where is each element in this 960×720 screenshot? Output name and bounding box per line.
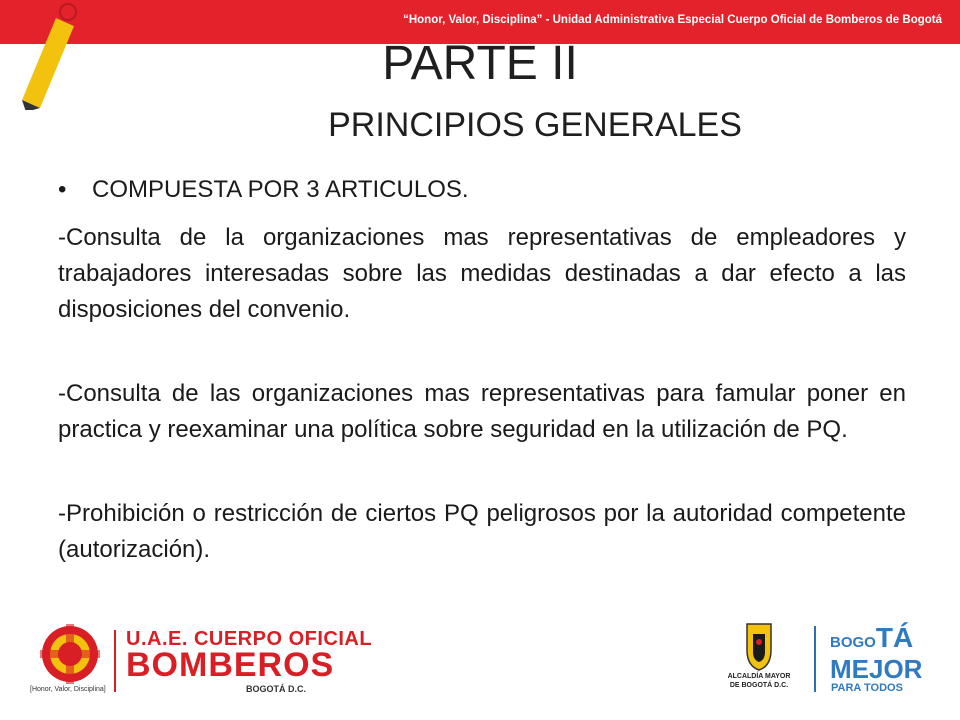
paragraph-2: -Consulta de las organizaciones mas representativas para famular poner en practica y reexaminar una política sobre seguridad en la utilización de PQ. (58, 380, 906, 443)
bogota-dc-text: BOGOTÁ D.C. (246, 684, 306, 694)
alcaldia-text (718, 672, 800, 690)
uae-text: U.A.E. CUERPO OFICIAL (126, 628, 373, 650)
banner-motto-text: “Honor, Valor, Disciplina” - Unidad Administrativa Especial Cuerpo Oficial de Bomberos de Bogotá (403, 14, 942, 26)
bullet-text: COMPUESTA POR 3 ARTICULOS. (92, 176, 469, 203)
bogota-small: BOGO (830, 634, 876, 651)
mejor-wordmark: MEJOR (830, 654, 923, 684)
bomberos-text: BOMBEROS (126, 646, 335, 684)
bomberos-motto: [Honor, Valor, Disciplina] (30, 686, 106, 693)
bomberos-logo (30, 622, 373, 698)
bogota-big: TÁ (875, 622, 914, 653)
firefighter-shield-icon (36, 622, 116, 688)
alcaldia-line1: ALCALDÍA MAYOR (727, 673, 791, 680)
paragraph-3: -Prohibición o restricción de ciertos PQ peligrosos por la autoridad competente (autorización). (58, 500, 906, 563)
bullet-dot-icon: • (58, 176, 67, 203)
logo-divider (114, 630, 116, 692)
alcaldia-logo (718, 620, 938, 704)
coat-of-arms-icon (718, 620, 800, 672)
logo-divider-blue (814, 626, 816, 692)
slide-subtitle: PRINCIPIOS GENERALES (328, 106, 742, 144)
alcaldia-line2: DE BOGOTÁ D.C. (729, 682, 789, 689)
paragraph-1: -Consulta de la organizaciones mas representativas de empleadores y trabajadores interesadas sobre las medidas destinadas a dar efecto a las disposiciones del convenio. (58, 224, 906, 323)
bogota-wordmark (830, 622, 913, 654)
slide-title: PARTE II (382, 37, 578, 90)
para-todos-text: PARA TODOS (831, 682, 903, 694)
bullet-item (58, 172, 906, 208)
slide-content (58, 172, 906, 616)
